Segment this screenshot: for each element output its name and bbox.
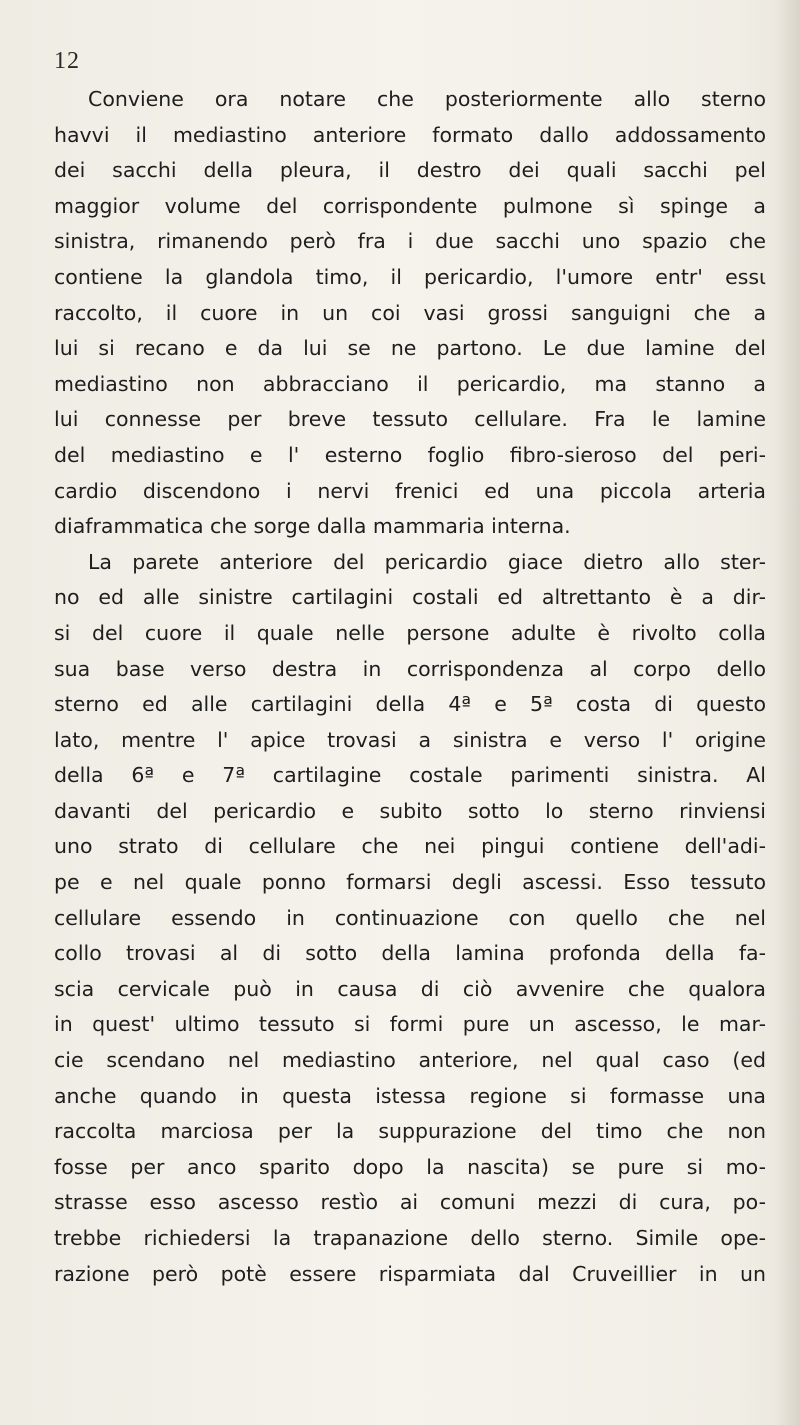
text-line: razione però potè essere risparmiata dal Cruveillier in un [54,1261,766,1286]
text-line: davanti del pericardio e subito sotto lo sterno rinviensi [54,798,766,823]
text-line: sinistra, rimanendo però fra i due sacchi uno spazio che [54,229,766,254]
text-line: lato, mentre l' apice trovasi a sinistra e verso l' origine [54,727,766,752]
text-line: no ed alle sinistre cartilagini costali ed altrettanto è a dir- [54,585,766,610]
text-line: cardio discendono i nervi frenici ed una piccola arteria [54,478,766,503]
text-line: cellulare essendo in continuazione con quello che nel [54,905,766,930]
text-line: dei sacchi della pleura, il destro dei quali sacchi pel [54,158,766,183]
text-line: uno strato di cellulare che nei pingui contiene dell'adi- [54,834,766,859]
text-line: in quest' ultimo tessuto si formi pure un ascesso, le mar- [54,1012,766,1037]
text-line: collo trovasi al di sotto della lamina profonda della fa- [54,941,766,966]
text-line: diaframmatica che sorge dalla mammaria interna. [54,514,571,539]
text-line: sua base verso destra in corrispondenza al corpo dello [54,656,766,681]
text-line: fosse per anco sparito dopo la nascita) se pure si mo- [54,1154,766,1179]
page-edge-shadow [776,0,800,1425]
text-line: pe e nel quale ponno formarsi degli ascessi. Esso tessuto [54,870,766,895]
text-line: scia cervicale può in causa di ciò avvenire che qualora [54,976,766,1001]
page-number: 12 [54,48,80,74]
text-line: lui connesse per breve tessuto cellulare. Fra le lamine [54,407,766,432]
text-line: della 6ª e 7ª cartilagine costale parimenti sinistra. Al [54,763,766,788]
text-line: La parete anteriore del pericardio giace dietro allo ster- [88,549,766,574]
text-line: del mediastino e l' esterno foglio fibro-sieroso del peri- [54,442,766,467]
body-text [54,82,766,1292]
text-line: havvi il mediastino anteriore formato dallo addossamento [54,122,766,147]
text-line: anche quando in questa istessa regione si formasse una [54,1083,766,1108]
text-line: trebbe richiedersi la trapanazione dello sterno. Simile ope- [54,1226,766,1250]
text-line: si del cuore il quale nelle persone adulte è rivolto colla [54,620,766,645]
text-line: sterno ed alle cartilagini della 4ª e 5ª costa di questo [54,692,766,717]
text-line: Conviene ora notare che posteriormente allo sterno [88,87,766,111]
text-line: raccolta marciosa per la suppurazione del timo che non [54,1119,766,1144]
text-line: mediastino non abbracciano il pericardio, ma stanno a [54,371,766,396]
text-line: maggior volume del corrispondente pulmone sì spinge a [54,193,766,218]
text-line: lui si recano e da lui se ne partono. Le due lamine del [54,336,766,361]
text-line: strasse esso ascesso restìo ai comuni mezzi di cura, po- [54,1190,766,1215]
text-line: raccolto, il cuore in un coi vasi grossi sanguigni che a [54,300,766,325]
text-line: contiene la glandola timo, il pericardio, l'umore entr' essι [54,264,766,289]
text-line: cie scendano nel mediastino anteriore, nel qual caso (ed [54,1048,766,1073]
